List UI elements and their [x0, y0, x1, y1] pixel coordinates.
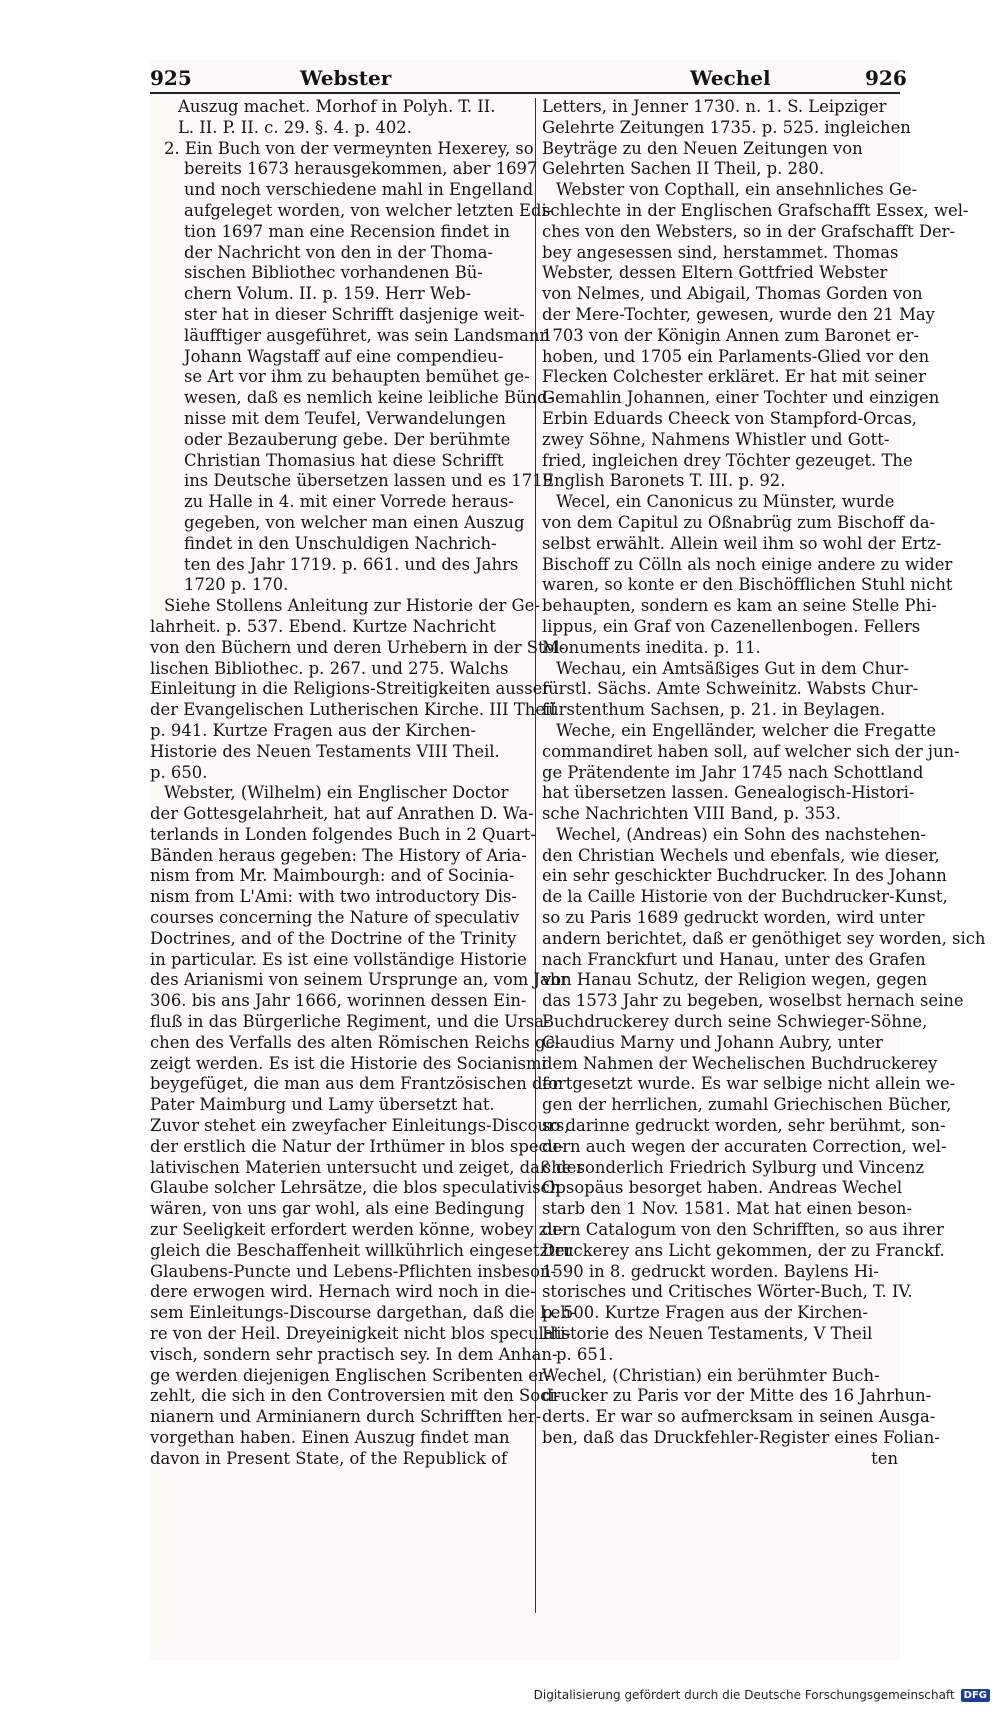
text-line: Druckerey ans Licht gekommen, der zu Franckf.: [542, 1240, 945, 1260]
text-line: der Nachricht von den in der Thoma-: [184, 242, 494, 262]
text-line: schlechte in der Englischen Grafschafft Essex, wel-: [542, 200, 969, 220]
text-line: Gelehrten Sachen II Theil, p. 280.: [542, 159, 825, 179]
text-line: zehlt, die sich in den Controversien mit den Soci-: [150, 1386, 561, 1406]
text-line: chen des Verfalls des alten Römischen Reichs ge-: [150, 1032, 561, 1052]
text-line: Christian Thomasius hat diese Schrifft: [184, 450, 504, 470]
text-line: der erstlich die Natur der Irthümer in blos specu-: [150, 1136, 564, 1156]
text-line: ins Deutsche übersetzen lassen und es 1719: [184, 471, 553, 491]
text-line: aufgeleget worden, von welcher letzten Edi-: [184, 200, 553, 220]
text-line: der Evangelischen Lutherischen Kirche. III Theil: [150, 700, 556, 720]
text-line: des Arianismi von seinem Ursprunge an, vom Jahr: [150, 970, 569, 990]
text-line: Claudius Marny und Johann Aubry, unter: [542, 1032, 883, 1052]
text-line: von Hanau Schutz, der Religion wegen, gegen: [542, 970, 928, 990]
text-line: Einleitung in die Religions-Streitigkeiten ausser: [150, 679, 551, 699]
text-line: Pater Maimburg und Lamy übersetzt hat.: [150, 1095, 495, 1115]
text-line: Auszug machet. Morhof in Polyh. T. II.: [178, 97, 496, 116]
text-line: Bischoff zu Cölln als noch einige andere zu wider: [542, 554, 953, 574]
text-line: so darinne gedruckt worden, sehr berühmt, son-: [542, 1116, 946, 1136]
credit-text: Digitalisierung gefördert durch die Deutsche Forschungsgemeinschaft: [533, 1688, 955, 1702]
text-line: Opsopäus besorget haben. Andreas Wechel: [542, 1178, 903, 1198]
text-line: hat übersetzen lassen. Genealogisch-Histori-: [542, 783, 915, 803]
text-line: ster hat in dieser Schrifft dasjenige weit-: [184, 304, 525, 324]
digitization-credit: [534, 1688, 990, 1702]
text-line: findet in den Unschuldigen Nachrich-: [184, 533, 497, 553]
text-line: commandiret haben soll, auf welcher sich der jun-: [542, 741, 960, 761]
text-line: der Mere-Tochter, gewesen, wurde den 21 May: [542, 304, 935, 324]
text-line: chern Volum. II. p. 159. Herr Web-: [184, 284, 472, 304]
text-line: Wechel, (Andreas) ein Sohn des nachstehen-: [556, 824, 926, 844]
text-line: storisches und Critisches Wörter-Buch, T. IV.: [542, 1282, 913, 1302]
text-line: lippus, ein Graf von Cazenellenbogen. Fellers: [542, 616, 921, 636]
text-line: 306. bis ans Jahr 1666, worinnen dessen Ein-: [150, 991, 527, 1011]
text-line: hoben, und 1705 ein Parlaments-Glied vor den: [542, 346, 930, 366]
text-line: drucker zu Paris vor der Mitte des 16 Jahrhun-: [542, 1386, 932, 1406]
text-line: bereits 1673 herausgekommen, aber 1697: [184, 159, 538, 179]
text-line: ben, daß das Druckfehler-Register eines Folian-: [542, 1428, 940, 1447]
text-line: p. 650.: [150, 762, 208, 782]
text-line: davon in Present State, of the Republick of: [150, 1448, 508, 1468]
text-line: von den Büchern und deren Urhebern in der Stol-: [150, 637, 566, 657]
text-line: in particular. Es ist eine vollständige Historie: [150, 949, 527, 969]
text-line: oder Bezauberung gebe. Der berühmte: [184, 429, 511, 449]
text-line: Letters, in Jenner 1730. n. 1. S. Leipziger: [542, 97, 887, 116]
text-line: fortgesetzt wurde. Es war selbige nicht allein we-: [542, 1074, 956, 1094]
text-line: sche Nachrichten VIII Band, p. 353.: [542, 804, 841, 824]
text-line: gegeben, von welcher man einen Auszug: [184, 512, 525, 532]
text-line: ten: [871, 1448, 898, 1468]
text-line: fluß in das Bürgerliche Regiment, und die Ursa-: [150, 1012, 550, 1032]
text-line: selbst erwählt. Allein weil ihm so wohl der Ertz-: [542, 533, 942, 553]
text-line: Erbin Eduards Cheeck von Stampford-Orcas,: [542, 408, 918, 428]
text-line: den Christian Wechels und ebenfals, wie dieser,: [542, 845, 940, 865]
text-line: Wecel, ein Canonicus zu Münster, wurde: [556, 492, 895, 512]
page-number-left: 925: [150, 66, 192, 90]
text-line: zwey Söhne, Nahmens Whistler und Gott-: [542, 429, 890, 449]
text-line: Glaubens-Puncte und Lebens-Pflichten insbeson-: [150, 1261, 557, 1281]
text-line: nism from L'Ami: with two introductory Dis-: [150, 887, 517, 907]
text-line: lahrheit. p. 537. Ebend. Kurtze Nachricht: [150, 616, 496, 636]
text-line: Webster von Copthall, ein ansehnliches Ge-: [556, 180, 918, 200]
text-line: fürstl. Sächs. Amte Schweinitz. Wabsts Chur-: [542, 679, 919, 699]
text-line: dern Catalogum von den Schrifften, so aus ihrer: [542, 1220, 944, 1240]
text-line: Gemahlin Johannen, einer Tochter und einzigen: [542, 388, 940, 408]
text-line: Monuments inedita. p. 11.: [542, 637, 761, 657]
text-line: andern berichtet, daß er genöthiget sey worden, sich: [542, 928, 986, 948]
page-number-right: 926: [865, 66, 907, 90]
text-line: von Nelmes, und Abigail, Thomas Gorden von: [542, 284, 923, 304]
text-line: gleich die Beschaffenheit willkührlich eingesetzter: [150, 1240, 573, 1260]
text-line: p. 500. Kurtze Fragen aus der Kirchen-: [542, 1303, 869, 1323]
text-line: ge werden diejenigen Englischen Scribenten er-: [150, 1365, 552, 1385]
text-line: Gelehrte Zeitungen 1735. p. 525. ingleichen: [542, 117, 911, 137]
text-line: tion 1697 man eine Recension findet in: [184, 221, 510, 241]
text-line: che sonderlich Friedrich Sylburg und Vincenz: [542, 1157, 925, 1177]
text-line: starb den 1 Nov. 1581. Mat hat einen beson-: [542, 1199, 912, 1219]
text-line: de la Caille Historie von der Buchdrucker-Kunst,: [542, 887, 948, 907]
text-line: Buchdruckerey durch seine Schwieger-Söhne,: [542, 1012, 928, 1032]
text-line: derts. Er war so aufmercksam in seinen Ausga-: [542, 1407, 936, 1427]
text-line: Flecken Colchester erkläret. Er hat mit seiner: [542, 367, 926, 387]
text-line: Bänden heraus gegeben: The History of Aria-: [150, 845, 527, 865]
text-line: waren, so konte er den Bischöfflichen Stuhl nicht: [542, 575, 953, 595]
text-line: zu Halle in 4. mit einer Vorrede heraus-: [184, 492, 514, 512]
text-line: English Baronets T. III. p. 92.: [542, 471, 786, 491]
text-line: Wechel, (Christian) ein berühmter Buch-: [542, 1365, 880, 1385]
text-line: nisse mit dem Teufel, Verwandelungen: [184, 408, 506, 428]
text-line: läufftiger ausgeführet, was sein Landsmann: [184, 325, 551, 345]
text-line: nianern und Arminianern durch Schrifften her-: [150, 1407, 542, 1427]
text-line: von dem Capitul zu Oßnabrüg zum Bischoff da-: [542, 512, 936, 532]
text-line: Wechau, ein Amtsäßiges Gut in dem Chur-: [556, 658, 909, 678]
text-line: und noch verschiedene mahl in Engelland: [184, 180, 534, 200]
text-line: der Gottesgelahrheit, hat auf Anrathen D. Wa-: [150, 804, 534, 824]
text-line: 1703 von der Königin Annen zum Baronet er-: [542, 325, 920, 345]
text-line: Webster, (Wilhelm) ein Englischer Doctor: [164, 783, 509, 803]
text-line: gen der herrlichen, zumahl Griechischen Bücher,: [542, 1095, 952, 1115]
text-line: Beyträge zu den Neuen Zeitungen von: [542, 138, 863, 158]
text-line: se Art vor ihm zu behaupten bemühet ge-: [184, 367, 530, 387]
text-line: 1720 p. 170.: [184, 575, 289, 595]
dfg-logo: DFG: [961, 1689, 990, 1702]
text-line: sem Einleitungs-Discourse dargethan, daß die Leh-: [150, 1303, 577, 1323]
text-line: Historie des Neuen Testaments, V Theil: [542, 1324, 873, 1344]
text-line: 1590 in 8. gedruckt worden. Baylens Hi-: [542, 1261, 879, 1281]
text-column-right: [542, 97, 986, 1617]
text-line: nism from Mr. Maimbourgh: and of Socinia-: [150, 866, 515, 886]
text-line: dem Nahmen der Wechelischen Buchdruckerey: [542, 1053, 938, 1073]
text-line: terlands in Londen folgendes Buch in 2 Quart-: [150, 824, 536, 844]
text-line: ein sehr geschickter Buchdrucker. In des Johann: [542, 866, 947, 886]
text-line: Weche, ein Engelländer, welcher die Fregatte: [556, 720, 937, 740]
text-line: lativischen Materien untersucht und zeiget, daß der: [150, 1157, 585, 1177]
text-line: behaupten, sondern es kam an seine Stelle Phi-: [542, 596, 937, 616]
text-line: vorgethan haben. Einen Auszug findet man: [150, 1428, 510, 1447]
text-line: Doctrines, and of the Doctrine of the Trinity: [150, 928, 517, 948]
running-headword-right: Wechel: [690, 66, 771, 90]
text-line: Johann Wagstaff auf eine compendieu-: [184, 346, 504, 366]
text-line: Historie des Neuen Testaments VIII Theil.: [150, 741, 500, 761]
text-line: Zuvor stehet ein zweyfacher Einleitungs-Discours,: [150, 1116, 570, 1136]
text-line: p. 941. Kurtze Fragen aus der Kirchen-: [150, 720, 477, 740]
text-line: so zu Paris 1689 gedruckt worden, wird unter: [542, 908, 925, 928]
text-line: zur Seeligkeit erfordert werden könne, wobey zu-: [150, 1220, 564, 1240]
text-line: courses concerning the Nature of speculativ: [150, 908, 520, 928]
text-line: nach Franckfurt und Hanau, unter des Grafen: [542, 949, 926, 969]
text-line: zeigt werden. Es ist die Historie des Socianismi: [150, 1053, 547, 1073]
text-line: wesen, daß es nemlich keine leibliche Bünd-: [184, 388, 554, 408]
text-line: ches von den Websters, so in der Grafschafft Der-: [542, 221, 956, 241]
text-line: fürstenthum Sachsen, p. 21. in Beylagen.: [542, 700, 886, 720]
text-line: beygefüget, die man aus dem Frantzösischen der: [150, 1074, 561, 1094]
text-line: sischen Bibliothec vorhandenen Bü-: [184, 263, 483, 283]
text-line: re von der Heil. Dreyeinigkeit nicht blos speculati-: [150, 1324, 571, 1344]
header-rule: [150, 92, 900, 94]
text-line: visch, sondern sehr practisch sey. In dem Anhan-: [150, 1344, 558, 1364]
text-line: L. II. P. II. c. 29. §. 4. p. 402.: [178, 117, 412, 137]
text-line: wären, von uns gar wohl, als eine Bedingung: [150, 1199, 525, 1219]
text-line: Glaube solcher Lehrsätze, die blos speculativisch: [150, 1178, 561, 1198]
text-line: das 1573 Jahr zu begeben, woselbst hernach seine: [542, 991, 964, 1011]
text-line: Webster, dessen Eltern Gottfried Webster: [542, 263, 888, 283]
text-line: p. 651.: [556, 1344, 614, 1364]
text-line: Siehe Stollens Anleitung zur Historie der Ge-: [164, 596, 540, 616]
text-line: 2. Ein Buch von der vermeynten Hexerey, so: [164, 138, 534, 158]
text-line: lischen Bibliothec. p. 267. und 275. Walchs: [150, 658, 509, 678]
running-headword-left: Webster: [300, 66, 392, 90]
text-line: dere erwogen wird. Hernach wird noch in die-: [150, 1282, 536, 1302]
text-line: fried, ingleichen drey Töchter gezeuget. The: [542, 450, 913, 470]
text-line: ge Prätendente im Jahr 1745 nach Schottland: [542, 762, 924, 782]
text-line: ten des Jahr 1719. p. 661. und des Jahrs: [184, 554, 519, 574]
text-line: dern auch wegen der accuraten Correction, wel-: [542, 1136, 947, 1156]
text-line: bey angesessen sind, herstammet. Thomas: [542, 242, 899, 262]
